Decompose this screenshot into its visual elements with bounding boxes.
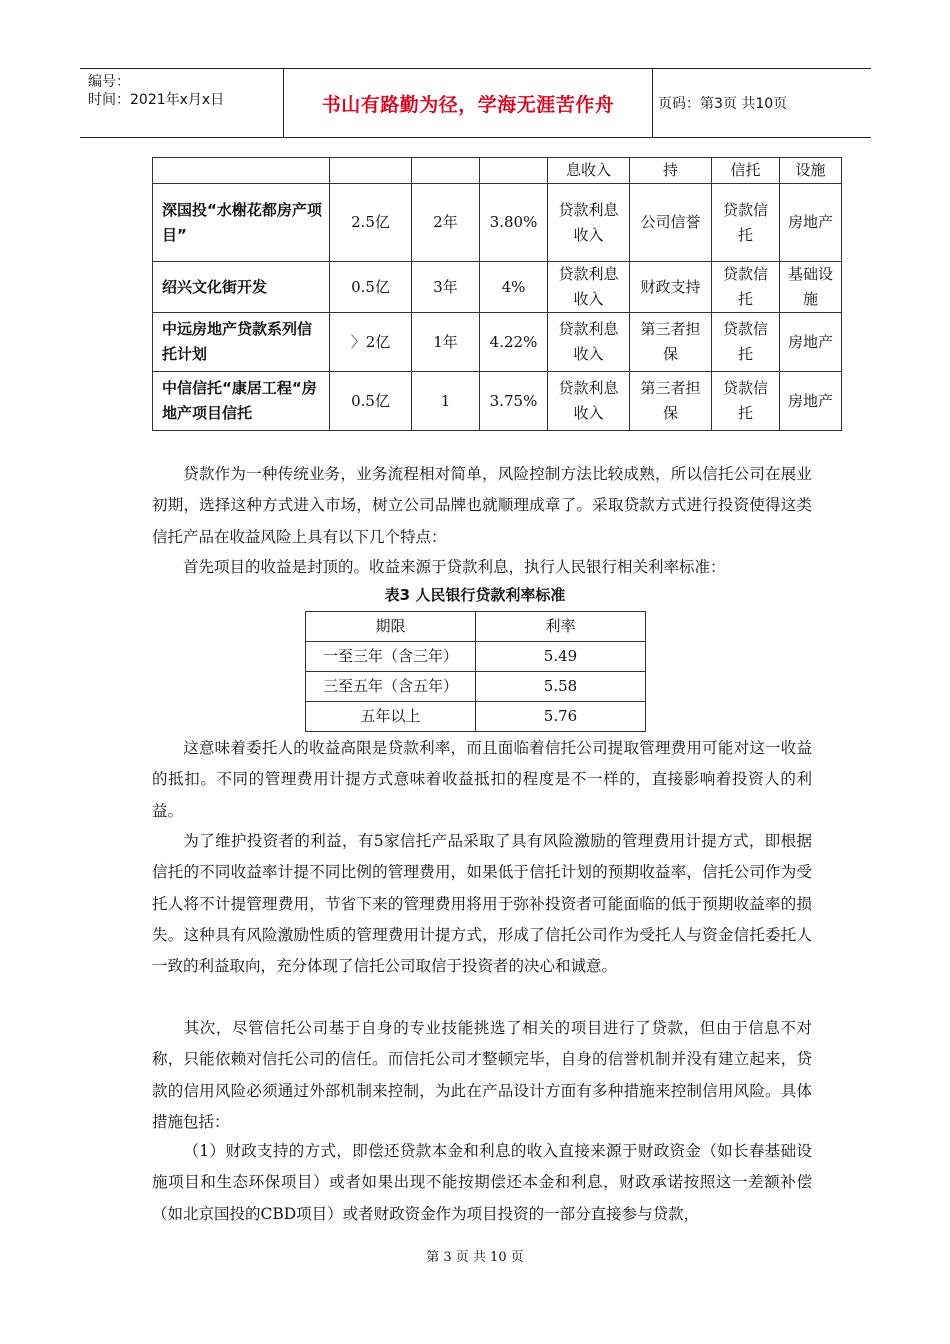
table-cell: 息收入 — [548, 158, 630, 184]
table-header-row — [306, 612, 646, 642]
paragraph: 这意味着委托人的收益高限是贷款利率，而且面临着信托公司提取管理费用可能对这一收益的抵扣。不同的管理费用计提方式意味着收益抵扣的程度是不一样的，直接影响着投资人的利益。 — [152, 739, 812, 820]
table-cell: 贷款利息收入 — [548, 262, 630, 313]
table-cell: 贷款利息收入 — [548, 372, 630, 431]
table-cell: 3.75% — [480, 372, 548, 431]
table-cell: 三至五年（含五年） — [306, 672, 476, 702]
table-row — [153, 372, 842, 431]
table-row — [306, 642, 646, 672]
paragraph: 其次，尽管信托公司基于自身的专业技能挑选了相关的项目进行了贷款，但由于信息不对称，只能依赖对信托公司的信任。而信托公司才整顿完毕，自身的信誉机制并没有建立起来，贷款的信用风险必须通过外部机制来控制，为此在产品设计方面有多种措施来控制信用风险。具体措施包括： — [152, 1019, 812, 1131]
table-cell: 第三者担保 — [630, 313, 712, 372]
table-cell: 设施 — [780, 158, 842, 184]
table-cell: 5.76 — [476, 702, 646, 732]
table-cell: 贷款利息收入 — [548, 184, 630, 262]
table-cell: 财政支持 — [630, 262, 712, 313]
table-cell: 绍兴文化街开发 — [153, 262, 330, 313]
paragraph: （1）财政支持的方式，即偿还贷款本金和利息的收入直接来源于财政资金（如长春基础设施项目和生态环保项目）或者如果出现不能按期偿还本金和利息，财政承诺按照这一差额补偿（如北京国投的CBD项目）或者财政资金作为项目投资的一部分直接参与贷款， — [152, 1142, 812, 1223]
table-cell: 0.5亿 — [330, 372, 412, 431]
column-header: 期限 — [306, 612, 476, 642]
table-cell: 一至三年（含三年） — [306, 642, 476, 672]
table-cell: 4% — [480, 262, 548, 313]
table-cell: 深国投“水榭花都房产项目” — [153, 184, 330, 262]
interest-rate-table — [305, 611, 646, 732]
page-header — [80, 68, 871, 138]
table-cell: 第三者担保 — [630, 372, 712, 431]
table-cell: 持 — [630, 158, 712, 184]
header-meta — [80, 69, 282, 137]
table-cell: 房地产 — [780, 184, 842, 262]
table-cell: 2.5亿 — [330, 184, 412, 262]
table-cell: 中信信托“康居工程“房地产项目信托 — [153, 372, 330, 431]
table-row — [153, 184, 842, 262]
serial-label: 编号： — [88, 74, 130, 90]
table-row — [306, 672, 646, 702]
table-cell: 公司信誉 — [630, 184, 712, 262]
table-cell — [330, 158, 412, 184]
header-motto-cell — [283, 69, 653, 137]
table-cell: 基础设施 — [780, 262, 842, 313]
table-cell: 4.22% — [480, 313, 548, 372]
header-page-cell — [658, 69, 871, 137]
table-cell: 五年以上 — [306, 702, 476, 732]
table-cell: 信托 — [712, 158, 780, 184]
table-row — [153, 313, 842, 372]
table-row — [153, 262, 842, 313]
table-cell: 贷款信托 — [712, 262, 780, 313]
table-cell: 房地产 — [780, 372, 842, 431]
table-cell: 1年 — [412, 313, 480, 372]
table-cell: 贷款利息收入 — [548, 313, 630, 372]
paragraph: 贷款作为一种传统业务，业务流程相对简单，风险控制方法比较成熟，所以信托公司在展业初期，选择这种方式进入市场，树立公司品牌也就顺理成章了。采取贷款方式进行投资使得这类信托产品在收益风险上具有以下几个特点： — [152, 465, 812, 546]
table-cell: 1 — [412, 372, 480, 431]
header-motto: 书山有路勤为径，学海无涯苦作舟 — [321, 93, 615, 116]
table-cell: 2年 — [412, 184, 480, 262]
table-caption: 表3 人民银行贷款利率标准 — [384, 586, 566, 604]
table-cell: 5.58 — [476, 672, 646, 702]
table-cell: 中远房地产贷款系列信托计划 — [153, 313, 330, 372]
table-cell — [480, 158, 548, 184]
date-label: 时间：2021年x月x日 — [88, 92, 225, 108]
table-cell: 贷款信托 — [712, 372, 780, 431]
table-cell: 0.5亿 — [330, 262, 412, 313]
table-cell: 贷款信托 — [712, 184, 780, 262]
column-header: 利率 — [476, 612, 646, 642]
table-row — [306, 702, 646, 732]
table-cell: 3年 — [412, 262, 480, 313]
paragraph: 为了维护投资者的利益，有5家信托产品采取了具有风险激励的管理费用计提方式，即根据信托的不同收益率计提不同比例的管理费用，如果低于信托计划的预期收益率，信托公司作为受托人将不计提管理费用，节省下来的管理费用将用于弥补投资者可能面临的低于预期收益率的损失。这种具有风险激励性质的管理费用计提方式，形成了信托公司作为受托人与资金信托委托人一致的利益取向，充分体现了信托公司取信于投资者的决心和诚意。 — [152, 832, 812, 976]
table-cell: 房地产 — [780, 313, 842, 372]
table-cell: 〉2亿 — [330, 313, 412, 372]
table-cell — [153, 158, 330, 184]
paragraph: 首先项目的收益是封顶的。收益来源于贷款利息，执行人民银行相关利率标准： — [183, 558, 726, 576]
page-footer: 第 3 页 共 10 页 — [426, 1250, 524, 1265]
trust-products-table — [152, 157, 842, 431]
table-cell: 5.49 — [476, 642, 646, 672]
header-page-label: 页码：第3页 共10页 — [658, 96, 788, 112]
table-cell: 3.80% — [480, 184, 548, 262]
table-cell — [412, 158, 480, 184]
table-row — [153, 158, 842, 184]
table-cell: 贷款信托 — [712, 313, 780, 372]
